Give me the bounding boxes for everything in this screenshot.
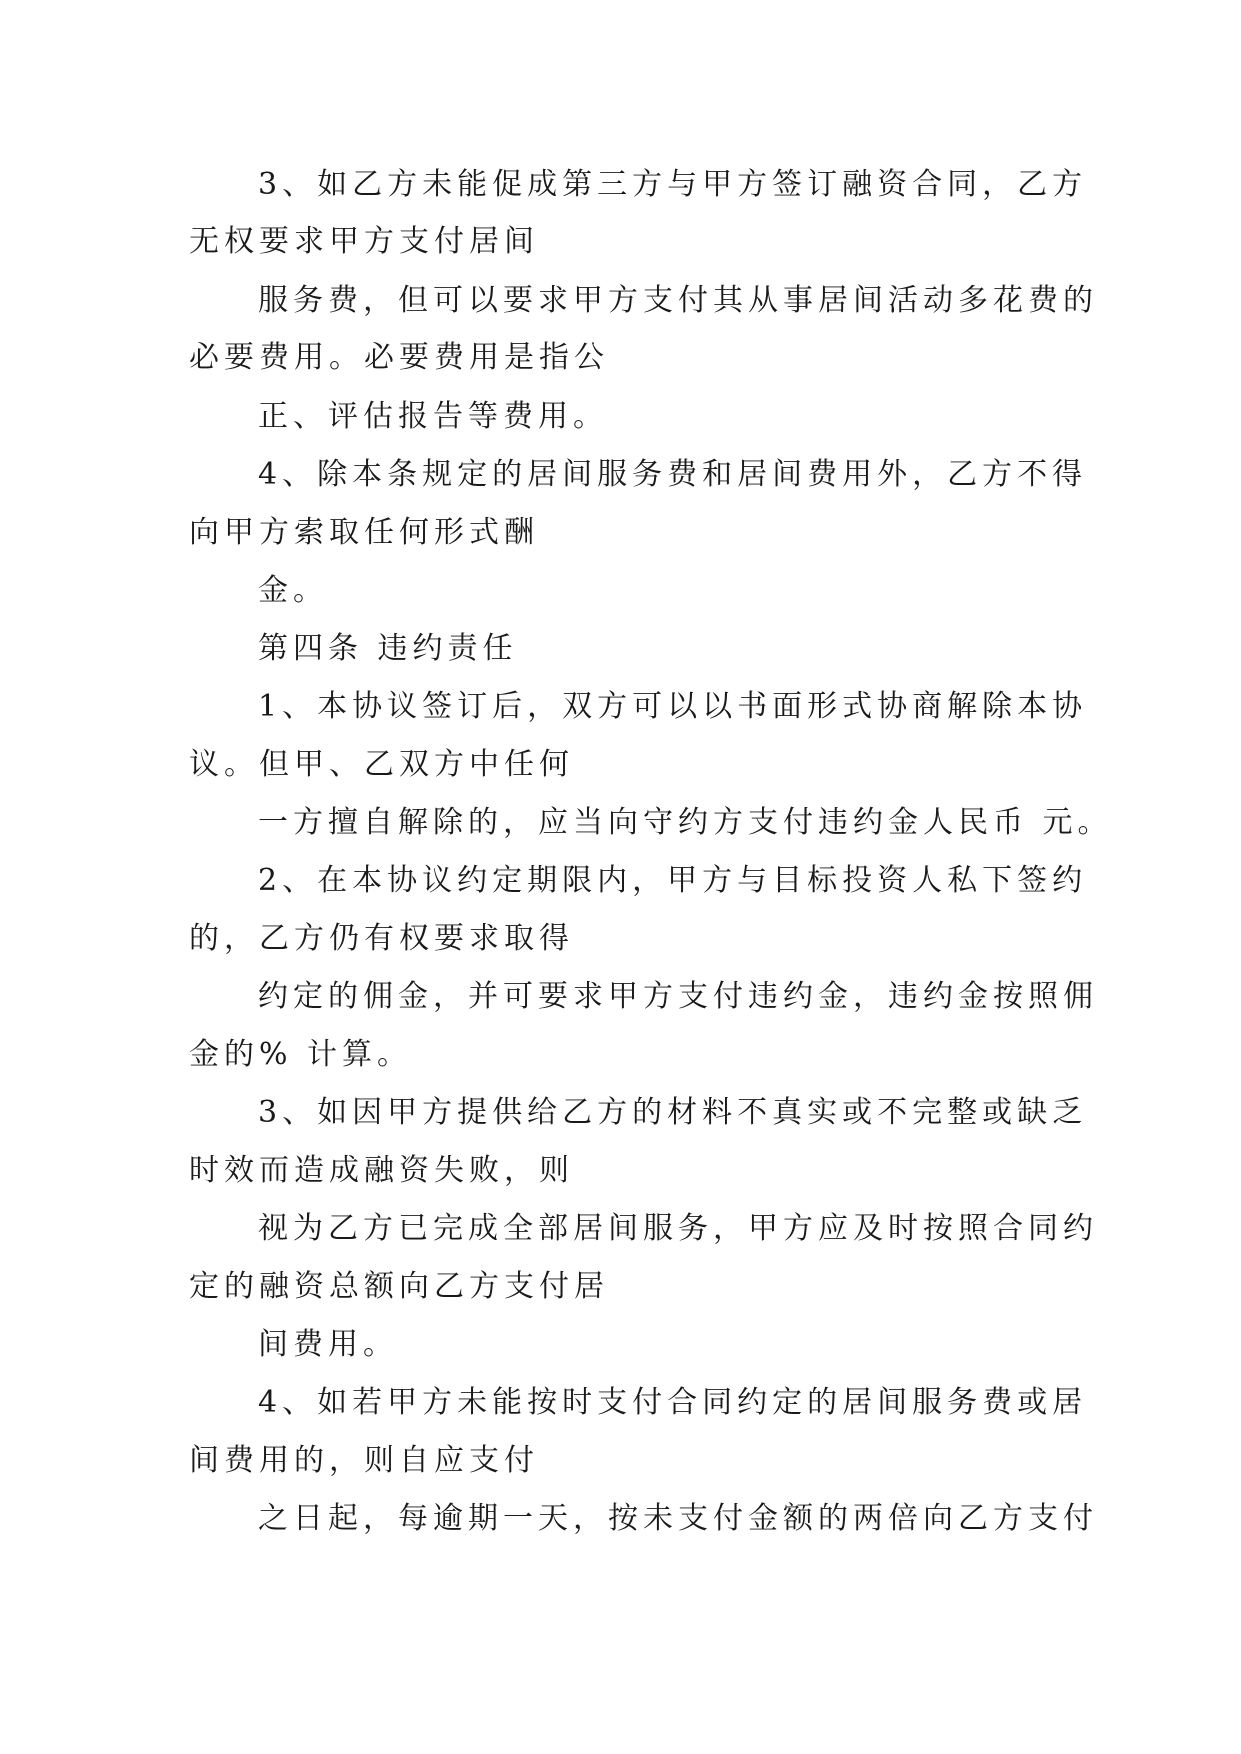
paragraph-line: 服务费，但可以要求甲方支付其从事居间活动多花费的 xyxy=(258,283,1098,318)
paragraph-line: 正、评估报告等费用。 xyxy=(258,399,608,434)
paragraph-line: 金。 xyxy=(258,573,328,608)
paragraph-line: 一方擅自解除的，应当向守约方支付违约金人民币 元。 xyxy=(258,805,1113,840)
paragraph-line: 1、本协议签订后，双方可以以书面形式协商解除本协 xyxy=(258,689,1088,724)
paragraph-line: 议。但甲、乙双方中任何 xyxy=(189,747,574,782)
paragraph-line: 向甲方索取任何形式酬 xyxy=(189,515,539,550)
paragraph-line: 间费用的，则自应支付 xyxy=(189,1443,539,1478)
paragraph-line: 必要费用。必要费用是指公 xyxy=(189,340,609,375)
paragraph-line: 之日起，每逾期一天，按未支付金额的两倍向乙方支付 xyxy=(258,1501,1098,1536)
paragraph-line: 3、如因甲方提供给乙方的材料不真实或不完整或缺乏 xyxy=(258,1095,1088,1130)
paragraph-line: 4、除本条规定的居间服务费和居间费用外，乙方不得 xyxy=(258,457,1088,492)
paragraph-line: 视为乙方已完成全部居间服务，甲方应及时按照合同约 xyxy=(258,1211,1098,1246)
paragraph-line: 的，乙方仍有权要求取得 xyxy=(189,921,574,956)
section-heading: 第四条 违约责任 xyxy=(258,631,518,666)
paragraph-line: 时效而造成融资失败，则 xyxy=(189,1153,574,1188)
paragraph-line: 2、在本协议约定期限内，甲方与目标投资人私下签约 xyxy=(258,863,1088,898)
paragraph-line: 3、如乙方未能促成第三方与甲方签订融资合同，乙方 xyxy=(258,167,1088,202)
paragraph-line: 4、如若甲方未能按时支付合同约定的居间服务费或居 xyxy=(258,1385,1088,1420)
paragraph-line: 定的融资总额向乙方支付居 xyxy=(189,1269,609,1304)
paragraph-line: 间费用。 xyxy=(258,1327,398,1362)
paragraph-line: 约定的佣金，并可要求甲方支付违约金，违约金按照佣 xyxy=(258,979,1098,1014)
paragraph-line: 金的% 计算。 xyxy=(189,1037,413,1072)
paragraph-line: 无权要求甲方支付居间 xyxy=(189,224,539,259)
